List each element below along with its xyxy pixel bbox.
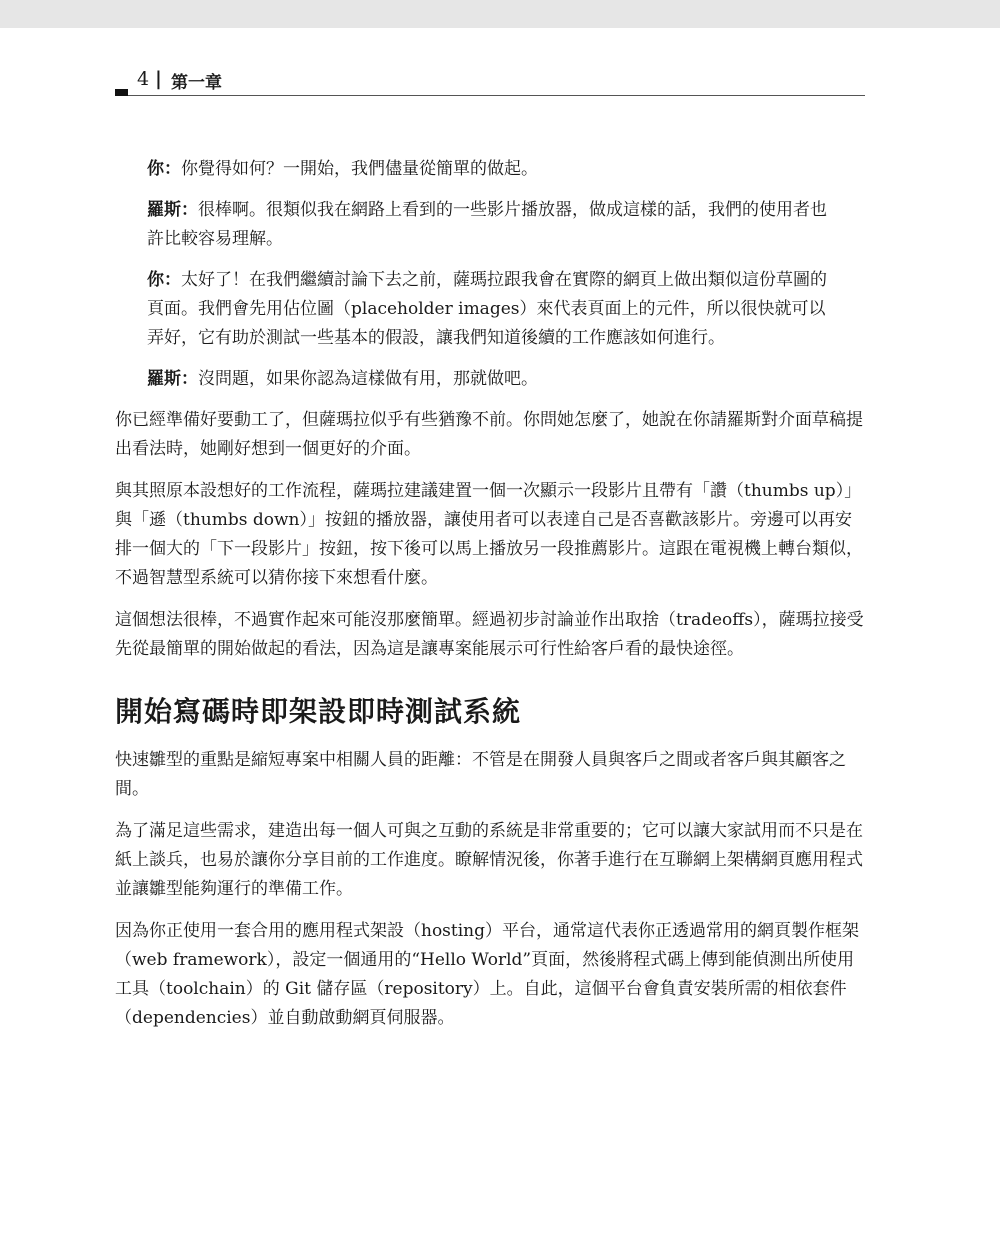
dialogue-text: 沒問題，如果你認為這樣做有用，那就做吧。 <box>198 369 538 389</box>
body-paragraph: 因為你正使用一套合用的應用程式架設（hosting）平台，通常這代表你正透過常用的網頁製作框架（web framework），設定一個通用的“Hello World”頁面，然後將程式碼上傳到能偵測出所使用工具（toolchain）的 Git 儲存區（repository）上。自此，這個平台會負責安裝所需的相依套件（dependencies）並自動啟動網頁伺服器。 <box>115 921 860 1028</box>
dialogue-line <box>115 266 865 353</box>
viewer-top-bar <box>0 0 1000 28</box>
page-body <box>115 155 865 1046</box>
section-heading: 開始寫碼時即架設即時測試系統 <box>115 695 522 728</box>
dialogue-text: 你覺得如何？一開始，我們儘量從簡單的做起。 <box>181 159 538 179</box>
dialogue-line <box>115 196 865 254</box>
running-header <box>115 64 865 98</box>
body-paragraph: 為了滿足這些需求，建造出每一個人可與之互動的系統是非常重要的；它可以讓大家試用而不只是在紙上談兵，也易於讓你分享目前的工作進度。瞭解情況後，你著手進行在互聯網上架構網頁應用程式並讓雛型能夠運行的準備工作。 <box>115 821 863 899</box>
body-paragraph: 你已經準備好要動工了，但薩瑪拉似乎有些猶豫不前。你問她怎麼了，她說在你請羅斯對介面草稿提出看法時，她剛好想到一個更好的介面。 <box>115 410 863 459</box>
header-separator: | <box>155 68 162 90</box>
page-number: 4 <box>137 68 150 90</box>
dialogue-text: 太好了！在我們繼續討論下去之前，薩瑪拉跟我會在實際的網頁上做出類似這份草圖的頁面。我們會先用佔位圖（placeholder images）來代表頁面上的元件，所以很快就可以弄好，它有助於測試一些基本的假設，讓我們知道後續的工作應該如何進行。 <box>147 270 827 348</box>
dialogue-line <box>115 365 865 394</box>
header-rule <box>128 95 865 96</box>
speaker-label: 羅斯： <box>147 200 198 220</box>
speaker-label: 羅斯： <box>147 369 198 389</box>
dialogue-line <box>115 155 865 184</box>
body-paragraph: 這個想法很棒，不過實作起來可能沒那麼簡單。經過初步討論並作出取捨（tradeoffs），薩瑪拉接受先從最簡單的開始做起的看法，因為這是讓專案能展示可行性給客戶看的最快途徑。 <box>115 610 864 659</box>
header-marker <box>115 89 128 96</box>
body-paragraph: 與其照原本設想好的工作流程，薩瑪拉建議建置一個一次顯示一段影片且帶有「讚（thumbs up）」與「遜（thumbs down）」按鈕的播放器，讓使用者可以表達自己是否喜歡該影片。旁邊可以再安排一個大的「下一段影片」按鈕，按下後可以馬上播放另一段推薦影片。這跟在電視機上轉台類似，不過智慧型系統可以猜你接下來想看什麼。 <box>115 481 863 588</box>
speaker-label: 你： <box>147 270 181 290</box>
speaker-label: 你： <box>147 159 181 179</box>
dialogue-text: 很棒啊。很類似我在網路上看到的一些影片播放器，做成這樣的話，我們的使用者也許比較容易理解。 <box>147 200 827 249</box>
body-paragraph: 快速雛型的重點是縮短專案中相關人員的距離：不管是在開發人員與客戶之間或者客戶與其顧客之間。 <box>115 750 846 799</box>
chapter-label: 第一章 <box>171 73 222 93</box>
